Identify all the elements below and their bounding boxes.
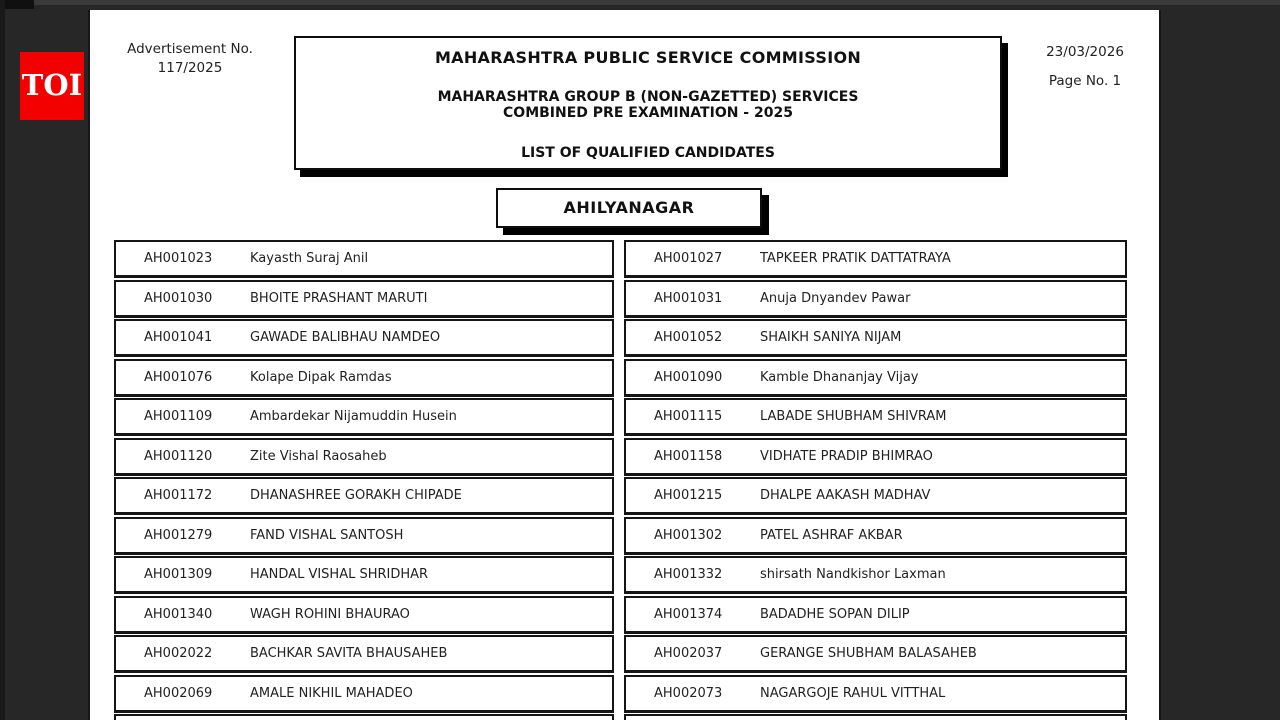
list-title: LIST OF QUALIFIED CANDIDATES	[521, 145, 775, 161]
advertisement-label: Advertisement No.	[127, 41, 253, 57]
candidates-column-left	[114, 240, 614, 720]
table-row	[114, 319, 614, 357]
window-top-strip	[0, 0, 1280, 5]
table-row	[624, 477, 1127, 515]
candidate-roll-number: AH001332	[654, 567, 723, 582]
candidate-name: Anuja Dnyandev Pawar	[760, 290, 911, 306]
table-row	[624, 359, 1127, 397]
candidate-roll-number: AH001340	[144, 606, 213, 622]
table-row	[114, 596, 614, 634]
document-date: 23/03/2026	[1046, 44, 1124, 60]
candidate-roll-number: AH002069	[144, 685, 213, 701]
candidate-name: BADADHE SOPAN DILIP	[760, 606, 910, 622]
candidate-name: LABADE SHUBHAM SHIVRAM	[760, 409, 947, 424]
table-row	[114, 635, 614, 673]
services-title: MAHARASHTRA GROUP B (NON-GAZETTED) SERVICES	[437, 89, 859, 105]
candidate-name: DHANASHREE GORAKH CHIPADE	[250, 488, 462, 503]
table-row	[114, 556, 614, 594]
candidate-roll-number: AH002073	[654, 685, 723, 701]
advertisement-number	[100, 40, 280, 78]
candidate-name: SHAIKH SANIYA NIJAM	[760, 330, 902, 345]
candidate-roll-number: AH001115	[654, 409, 723, 424]
table-row	[624, 556, 1127, 594]
candidate-roll-number: AH001302	[654, 527, 723, 543]
candidate-name: shirsath Nandkishor Laxman	[760, 567, 946, 582]
candidate-name: Kamble Dhananjay Vijay	[760, 369, 919, 385]
table-row	[114, 398, 614, 436]
candidate-name: Kolape Dipak Ramdas	[250, 369, 392, 385]
candidate-roll-number: AH001076	[144, 369, 213, 385]
table-row	[624, 596, 1127, 634]
candidate-name: NAGARGOJE RAHUL VITTHAL	[760, 685, 946, 701]
candidate-name: HANDAL VISHAL SHRIDHAR	[250, 567, 429, 582]
candidate-name: WAGH ROHINI BHAURAO	[250, 606, 410, 622]
table-row	[114, 477, 614, 515]
document-header-box	[294, 36, 1002, 170]
candidate-name: Zite Vishal Raosaheb	[250, 448, 387, 464]
document-page	[88, 10, 1161, 720]
table-row	[624, 438, 1127, 476]
window-left-edge	[0, 0, 5, 720]
candidate-roll-number: AH002022	[144, 646, 213, 661]
candidate-name: VIDHATE PRADIP BHIMRAO	[760, 448, 933, 464]
examination-title: COMBINED PRE EXAMINATION - 2025	[503, 105, 793, 121]
candidates-column-right	[624, 240, 1127, 720]
table-row	[114, 438, 614, 476]
candidate-name: BACHKAR SAVITA BHAUSAHEB	[250, 646, 448, 661]
candidate-roll-number: AH001309	[144, 567, 213, 582]
candidate-name: PATEL ASHRAF AKBAR	[760, 527, 903, 543]
table-row	[624, 319, 1127, 357]
window-corner	[0, 0, 34, 9]
candidate-roll-number: AH001052	[654, 330, 723, 345]
table-row	[624, 675, 1127, 713]
candidate-name: Ambardekar Nijamuddin Husein	[250, 409, 457, 424]
candidate-roll-number: AH001120	[144, 448, 213, 464]
table-row	[624, 517, 1127, 555]
table-row	[624, 280, 1127, 318]
table-row	[624, 635, 1127, 673]
date-page-meta	[1020, 44, 1150, 89]
candidate-roll-number: AH001172	[144, 488, 213, 503]
table-row	[114, 240, 614, 278]
candidate-name: GAWADE BALIBHAU NAMDEO	[250, 330, 441, 345]
candidate-roll-number: AH001158	[654, 448, 723, 464]
candidate-roll-number: AH001031	[654, 290, 723, 306]
table-row	[624, 398, 1127, 436]
candidate-roll-number: AH001279	[144, 527, 213, 543]
table-row	[114, 675, 614, 713]
candidate-roll-number: AH001374	[654, 606, 723, 622]
table-row	[624, 240, 1127, 278]
candidate-roll-number: AH001027	[654, 251, 723, 266]
advertisement-value: 117/2025	[157, 60, 223, 76]
candidate-roll-number: AH001030	[144, 290, 213, 306]
table-row	[114, 517, 614, 555]
candidate-name: GERANGE SHUBHAM BALASAHEB	[760, 646, 977, 661]
candidate-name: TAPKEER PRATIK DATTATRAYA	[760, 251, 951, 266]
table-row	[114, 359, 614, 397]
commission-title: MAHARASHTRA PUBLIC SERVICE COMMISSION	[434, 48, 862, 67]
toi-logo: TOI	[20, 52, 84, 120]
candidate-name: AMALE NIKHIL MAHADEO	[250, 685, 413, 701]
candidate-roll-number: AH001041	[144, 330, 213, 345]
table-row	[114, 280, 614, 318]
candidate-roll-number: AH001023	[144, 251, 213, 266]
candidate-name: BHOITE PRASHANT MARUTI	[250, 290, 428, 306]
candidate-roll-number: AH001109	[144, 409, 213, 424]
page-number: Page No. 1	[1048, 73, 1122, 89]
candidate-name: FAND VISHAL SANTOSH	[250, 527, 404, 543]
district-heading: AHILYANAGAR	[496, 188, 762, 228]
candidate-name: Kayasth Suraj Anil	[250, 251, 369, 266]
candidate-roll-number: AH002037	[654, 646, 723, 661]
candidate-roll-number: AH001090	[654, 369, 723, 385]
candidate-name: DHALPE AAKASH MADHAV	[760, 488, 931, 503]
candidate-roll-number: AH001215	[654, 488, 723, 503]
